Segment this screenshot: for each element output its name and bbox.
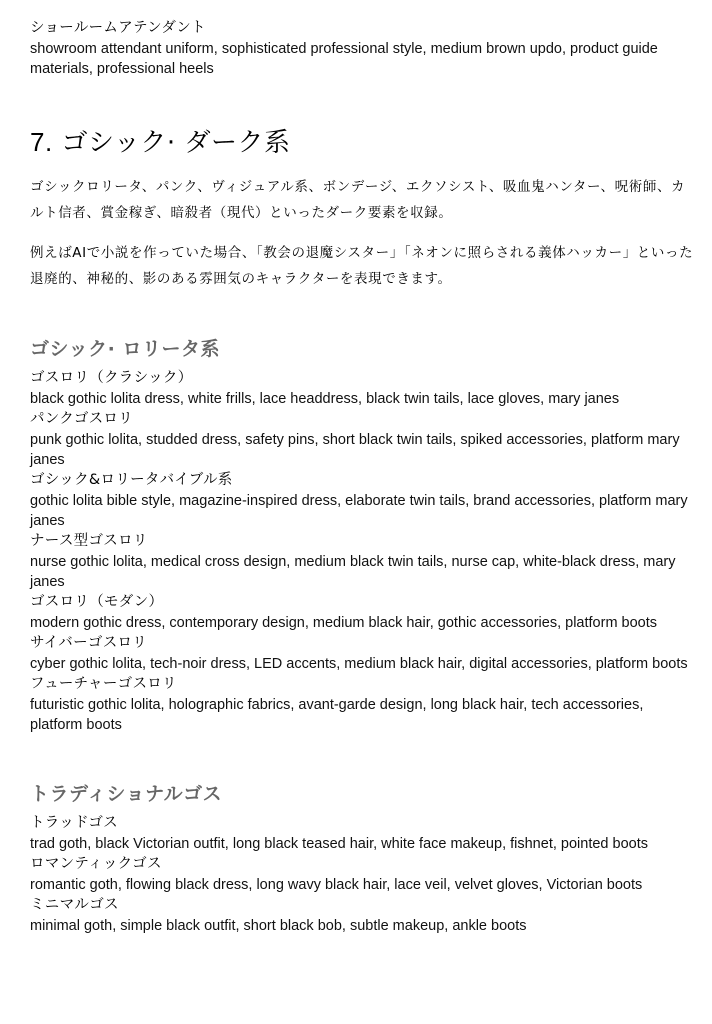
- entry-showroom-attendant: [30, 18, 695, 79]
- list-item: [30, 409, 695, 470]
- list-item: [30, 633, 695, 674]
- section-number: 7.: [30, 127, 53, 157]
- entry-desc: cyber gothic lolita, tech-noir dress, LED accents, medium black hair, digital accessories, platform boots: [30, 656, 688, 672]
- entry-list-traditional-goth: [30, 813, 695, 936]
- entry-list-gothic-lolita: [30, 368, 695, 735]
- entry-title: ゴスロリ（クラシック）: [30, 370, 193, 386]
- entry-desc: nurse gothic lolita, medical cross design, medium black twin tails, nurse cap, white-black dress, mary janes: [30, 554, 676, 590]
- entry-title: ミニマルゴス: [30, 897, 119, 913]
- entry-title: ゴスロリ（モダン）: [30, 594, 164, 610]
- list-item: [30, 470, 695, 531]
- entry-title: ゴシック&ロリータバイブル系: [30, 472, 233, 488]
- section-title: ゴシック· ダーク系: [61, 128, 291, 158]
- entry-desc: black gothic lolita dress, white frills, lace headdress, black twin tails, lace gloves, mary janes: [30, 391, 620, 407]
- subheading-gothic-lolita: ゴシック· ロリータ系: [30, 338, 220, 360]
- entry-title: ショールームアテンダント: [30, 20, 206, 36]
- list-item: [30, 592, 695, 633]
- section-paragraph-2: 例えばAIで小説を作っていた場合、「教会の退魔シスター」「ネオンに照らされる義体ハッカー」といった退廃的、神秘的、影のある雰囲気のキャラクターを表現できます。: [30, 245, 694, 287]
- entry-desc: gothic lolita bible style, magazine-inspired dress, elaborate twin tails, brand accessories, platform mary janes: [30, 493, 688, 529]
- section-paragraph-1: ゴシックロリータ、パンク、ヴィジュアル系、ボンデージ、エクソシスト、吸血鬼ハンター、呪術師、カルト信者、賞金稼ぎ、暗殺者（現代）といったダーク要素を収録。: [30, 179, 686, 221]
- list-item: [30, 674, 695, 735]
- entry-title: フューチャーゴスロリ: [30, 676, 177, 692]
- entry-desc: minimal goth, simple black outfit, short black bob, subtle makeup, ankle boots: [30, 918, 527, 934]
- entry-desc: punk gothic lolita, studded dress, safety pins, short black twin tails, spiked accessories, platform mary janes: [30, 432, 680, 468]
- entry-desc: futuristic gothic lolita, holographic fabrics, avant-garde design, long black hair, tech accessories, platform boots: [30, 697, 644, 733]
- entry-title: ロマンティックゴス: [30, 856, 162, 872]
- entry-desc: trad goth, black Victorian outfit, long black teased hair, white face makeup, fishnet, pointed boots: [30, 836, 648, 852]
- entry-desc: romantic goth, flowing black dress, long wavy black hair, lace veil, velvet gloves, Victorian boots: [30, 877, 643, 893]
- entry-title: ナース型ゴスロリ: [30, 533, 148, 549]
- entry-desc: showroom attendant uniform, sophisticated professional style, medium brown updo, product guide materials, professional heels: [30, 41, 658, 77]
- document-page: [30, 18, 695, 936]
- list-item: [30, 813, 695, 854]
- list-item: [30, 531, 695, 592]
- list-item: [30, 854, 695, 895]
- entry-desc: modern gothic dress, contemporary design, medium black hair, gothic accessories, platform boots: [30, 615, 658, 631]
- entry-title: パンクゴスロリ: [30, 411, 134, 427]
- entry-title: トラッドゴス: [30, 815, 118, 831]
- list-item: [30, 895, 695, 936]
- subheading-traditional-goth: トラディショナルゴス: [30, 783, 223, 805]
- list-item: [30, 368, 695, 409]
- section-heading: [30, 125, 695, 160]
- entry-title: サイバーゴスロリ: [30, 635, 148, 651]
